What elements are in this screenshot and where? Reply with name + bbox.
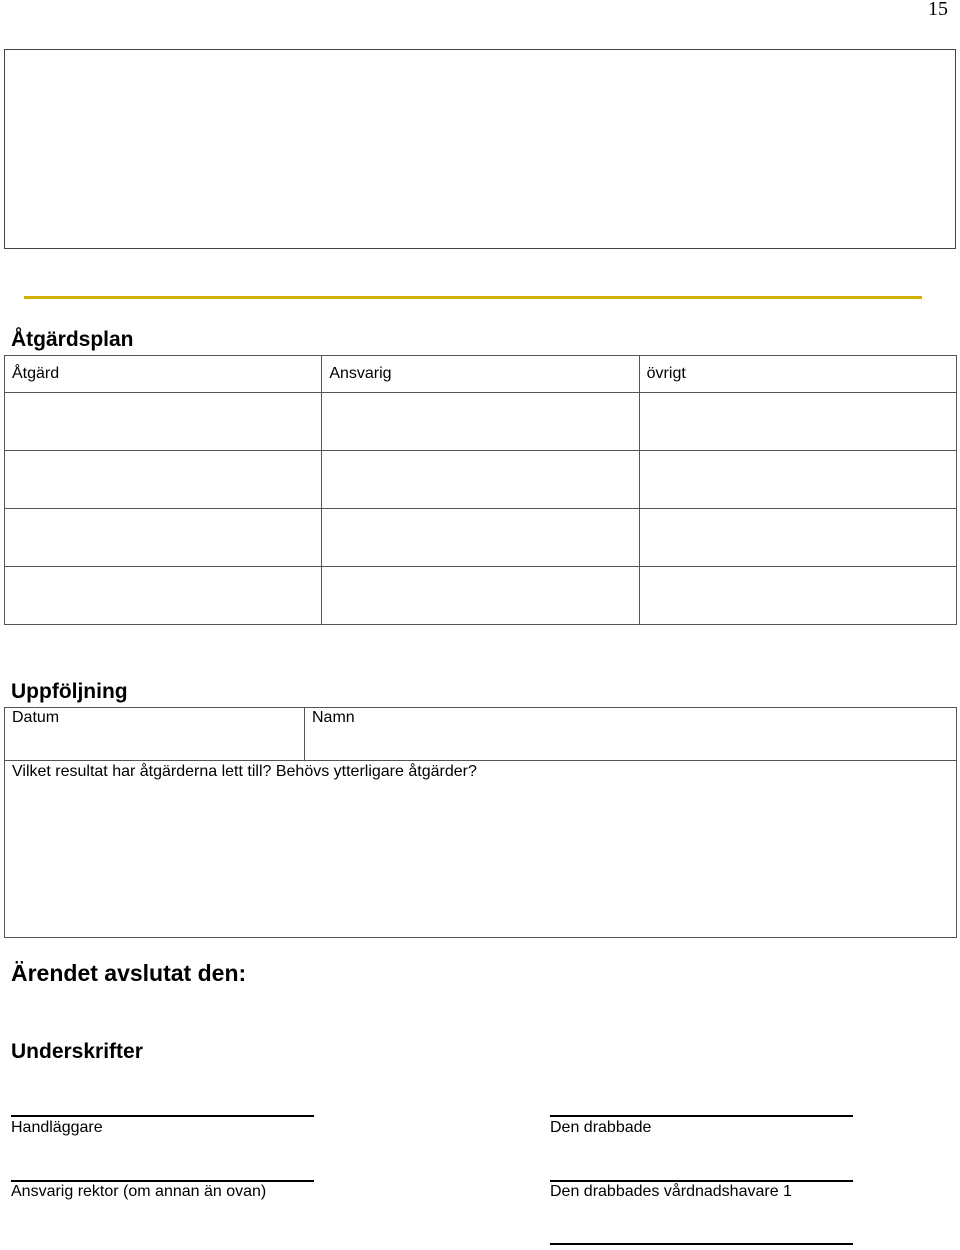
table-header-row (5, 356, 957, 393)
result-field[interactable]: Vilket resultat har åtgärderna lett till? Behövs ytterligare åtgärder? (5, 761, 957, 938)
column-header-responsible: Ansvarig (322, 356, 639, 393)
table-cell[interactable] (639, 451, 956, 509)
principal-signature-line[interactable] (11, 1180, 314, 1182)
followup-heading: Uppföljning (11, 680, 128, 703)
table-cell[interactable] (639, 393, 956, 451)
column-header-action: Åtgärd (5, 356, 322, 393)
action-plan-table (4, 355, 957, 625)
guardian-signature-line[interactable] (550, 1180, 853, 1182)
column-header-other: övrigt (639, 356, 956, 393)
previous-section-box (4, 49, 956, 249)
principal-label: Ansvarig rektor (om annan än ovan) (11, 1183, 267, 1200)
table-row (5, 509, 957, 567)
followup-table (4, 707, 957, 938)
affected-label: Den drabbade (550, 1119, 652, 1136)
handler-signature-line[interactable] (11, 1115, 314, 1117)
extra-signature-line[interactable] (550, 1243, 853, 1245)
table-cell[interactable] (5, 567, 322, 625)
table-cell[interactable] (5, 509, 322, 567)
table-cell[interactable] (322, 393, 639, 451)
table-row (5, 567, 957, 625)
table-cell[interactable] (5, 451, 322, 509)
handler-label: Handläggare (11, 1119, 103, 1136)
page-number: 15 (928, 0, 948, 20)
section-divider (24, 296, 922, 299)
table-row (5, 451, 957, 509)
guardian-label: Den drabbades vårdnadshavare 1 (550, 1183, 792, 1200)
action-plan-heading: Åtgärdsplan (11, 328, 134, 351)
table-cell[interactable] (5, 393, 322, 451)
name-field[interactable]: Namn (305, 708, 957, 761)
case-closed-heading: Ärendet avslutat den: (11, 960, 247, 986)
date-field[interactable]: Datum (5, 708, 305, 761)
followup-row-date-name (5, 708, 957, 761)
followup-row-result (5, 761, 957, 938)
table-cell[interactable] (322, 509, 639, 567)
table-cell[interactable] (639, 567, 956, 625)
table-row (5, 393, 957, 451)
signatures-heading: Underskrifter (11, 1040, 143, 1063)
affected-signature-line[interactable] (550, 1115, 853, 1117)
table-cell[interactable] (322, 451, 639, 509)
table-cell[interactable] (639, 509, 956, 567)
table-cell[interactable] (322, 567, 639, 625)
